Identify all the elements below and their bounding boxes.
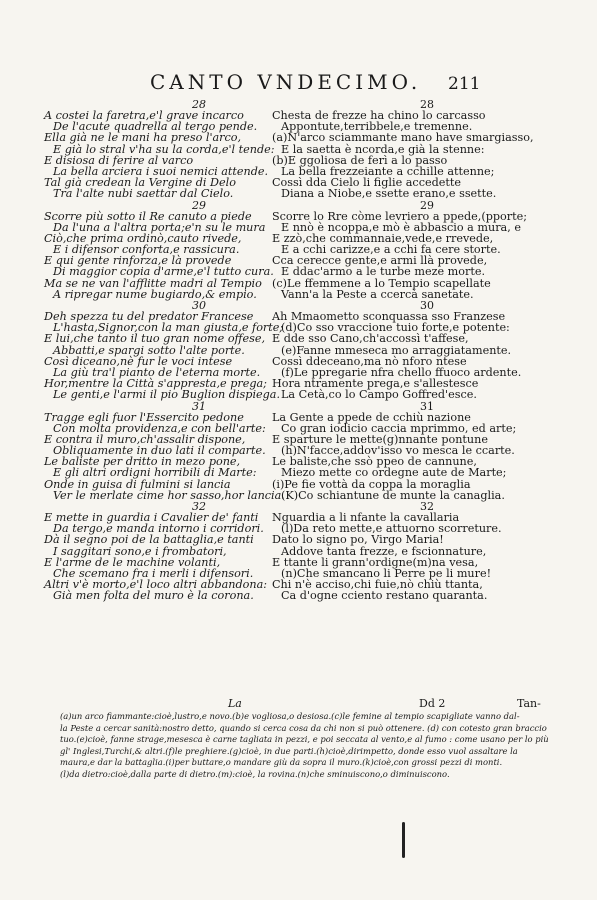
stanza-number: 29 bbox=[420, 198, 434, 212]
verse-line: Già men folta del muro è la corona. bbox=[53, 589, 254, 603]
verse-line: Obliquamente in duo lati il comparte. bbox=[53, 444, 266, 458]
verse-line: E sparture le mette(g)nnante pontune bbox=[272, 432, 488, 446]
stanza bbox=[44, 300, 284, 401]
verse-line: Appontute,terribbele,e tremenne. bbox=[281, 120, 473, 134]
verse-line: E lui,che tanto il tuo gran nome offese, bbox=[44, 332, 266, 346]
verse-line: Da tergo,e manda intorno i corridori. bbox=[53, 522, 264, 536]
stanza bbox=[272, 98, 534, 201]
verse-line: E l'arme de le machine volanti, bbox=[44, 555, 221, 569]
stanza bbox=[44, 200, 284, 301]
footnote-line: (l)da dietro:cioè,dalla parte di dietro.(m):cioè, la rovina.(n)che sminuiscono,o diminuiscono. bbox=[60, 768, 450, 779]
stanza bbox=[44, 401, 284, 502]
verse-line: L'hasta,Signor,con la man giusta,e forte; bbox=[53, 321, 284, 335]
verse-line: (c)Le ffemmene a lo Tempio scapellate bbox=[272, 276, 491, 290]
verse-line: (a)N'arco sciammante mano have smargiasso, bbox=[272, 131, 534, 145]
stanza-number: 31 bbox=[192, 399, 206, 413]
verse-line: Nguardia a li nfante la cavallaria bbox=[272, 511, 460, 524]
verse-line: E zzò,che commannaie,vede,e rrevede, bbox=[272, 231, 494, 245]
verse-line: (d)Co sso vraccione tuio forte,e potente: bbox=[281, 321, 510, 335]
verse-line: Addove tanta frezze, e fscionnature, bbox=[281, 544, 487, 558]
verse-line: Chi n'è acciso,chi fuie,nò chiù ttanta, bbox=[272, 578, 483, 592]
verse-line: La bella frezzeiante a cchille attenne; bbox=[281, 164, 495, 178]
verse-line: Hora ntramente prega,e s'allestesce bbox=[272, 377, 479, 391]
verse-line: Cossì dda Cielo li figlie accedette bbox=[272, 176, 461, 190]
verse-line: Così diceano,nè fur le voci intese bbox=[44, 354, 233, 368]
stanza-number: 28 bbox=[420, 98, 434, 111]
stanza bbox=[272, 299, 522, 402]
signature-mark: Dd 2 bbox=[419, 697, 446, 710]
stanza bbox=[272, 399, 517, 502]
canto-title: CANTO VNDECIMO. bbox=[150, 70, 422, 94]
verse-line: Scorre lo Rre còme levriero a ppede,(pporte; bbox=[272, 209, 528, 223]
verse-line: (b)E ggoliosa de ferì a lo passo bbox=[272, 153, 448, 167]
verse-line: Deh spezza tu del predator Francese bbox=[44, 310, 254, 323]
catchword-left: La bbox=[228, 697, 242, 710]
footnote-line: (a)un arco fiammante:cioè,lustro,e novo.(b)e vogliosa,o desiosa.(c)le femine al tempio scapigliate vanno dal- bbox=[60, 711, 520, 721]
italian-column bbox=[44, 99, 284, 602]
footnotes bbox=[60, 711, 549, 781]
verse-line: Con molta providenza,e con bell'arte: bbox=[53, 421, 266, 435]
verse-line: E qui gente rinforza,e là provede bbox=[44, 254, 232, 268]
stanza bbox=[272, 501, 512, 602]
verse-line: La bella arciera i suoi nemici attende. bbox=[53, 164, 269, 178]
page-number: 211 bbox=[448, 74, 481, 94]
verse-line: Onde in guisa di fulmini si lancia bbox=[44, 477, 231, 491]
verse-line: Dato lo signo po, Virgo Maria! bbox=[272, 533, 444, 547]
verse-line: E nnò è ncoppa,e mò è abbascio a mura, e bbox=[281, 220, 521, 234]
verse-line: Chesta de frezze ha chino lo carcasso bbox=[272, 109, 486, 122]
verse-line: Le genti,e l'armi il pio Buglion dispiega. bbox=[53, 388, 281, 402]
verse-line: I saggitari sono,e i frombatori, bbox=[53, 544, 227, 558]
verse-line: E ddac'armo a le turbe meze morte. bbox=[281, 265, 486, 279]
verse-line: Ca d'ogne cciento restano quaranta. bbox=[281, 589, 488, 603]
verse-line: Che scemano fra i merli i difensori. bbox=[53, 566, 254, 580]
verse-line: Tragge egli fuor l'Essercito pedone bbox=[44, 410, 244, 424]
verse-line: Tal già credean la Vergine di Delo bbox=[44, 176, 236, 190]
verse-line: A ripregar nume bugiardo,& empio. bbox=[53, 287, 257, 301]
verse-line: E a cchi carizze,e a cchi fa cere storte. bbox=[281, 243, 501, 257]
verse-line: (n)Che smancano li Perre pe li mure! bbox=[281, 566, 492, 580]
verse-line: De l'acute quadrella al tergo pende. bbox=[53, 120, 258, 134]
verse-line: Vann'a la Peste a ccercà sanetate. bbox=[281, 287, 474, 301]
verse-line: (K)Co schiantune de munte la canaglia. bbox=[281, 488, 505, 502]
verse-line: Scorre più sotto il Re canuto a piede bbox=[44, 209, 252, 223]
verse-line: (i)Pe fie vottà da coppa la moraglia bbox=[272, 477, 471, 491]
stanza-number: 28 bbox=[192, 98, 206, 111]
stanza-number: 30 bbox=[192, 299, 206, 312]
verse-line: E contra il muro,ch'assalir dispone, bbox=[44, 432, 246, 446]
verse-line: (h)N'facce,addov'isso vo mesca le ccarte. bbox=[281, 444, 515, 458]
verse-line: Diana a Niobe,e ssette erano,e ssette. bbox=[281, 187, 497, 201]
verse-line: Di maggior copia d'arme,e'l tutto cura. bbox=[53, 265, 274, 279]
stanza-number: 30 bbox=[420, 299, 434, 312]
verse-line: Ciò,che prima ordinò,cauto rivede, bbox=[44, 231, 242, 245]
footnote-line: gl' Inglesi,Turchi,& altri.(f)le preghiere.(g)cioè, in due parti.(h)cioè,dirimpetto, donde esso vuol assaltare la bbox=[60, 745, 518, 756]
verse-line: La giù tra'l pianto de l'eterna morte. bbox=[53, 365, 261, 379]
footnote-line: tuo.(e)cioè, fanne strage,mesesca è carne tagliata in pezzi, e poi seccata al vento,e al fumo : come usano per lo più bbox=[60, 734, 549, 745]
verse-line: Hor,mentre la Città s'appresta,e prega; bbox=[44, 377, 267, 391]
neapolitan-column bbox=[272, 98, 534, 603]
verse-line: A costei la faretra,e'l grave incarco bbox=[44, 109, 244, 122]
verse-line: E mette in guardia i Cavalier de' fanti bbox=[44, 511, 259, 524]
verse-line: E gli altri ordigni horribili di Marte: bbox=[53, 466, 257, 480]
verse-line: E ttante li grann'ordigne(m)na vesa, bbox=[272, 555, 479, 569]
verse-line: (l)Da reto mette,e attuorno scorreture. bbox=[281, 522, 502, 536]
verse-line: La Gente a ppede de cchiù nazione bbox=[272, 410, 471, 424]
verse-line: Altri v'è morto,e'l loco altri abbandona: bbox=[44, 578, 268, 592]
verse-line: Abbatti,e spargi sotto l'alte porte. bbox=[53, 343, 245, 357]
verse-line: E i difensor conforta,e rassicura. bbox=[53, 243, 240, 257]
stanza-number: 32 bbox=[192, 500, 206, 513]
verse-line: Da l'una a l'altra porta;e'n su le mura bbox=[53, 220, 266, 234]
verse-line: (f)Le ppregarie nfra chello ffuoco ardente. bbox=[281, 365, 522, 379]
stanza bbox=[44, 99, 284, 200]
verse-line: Co gran iodicio caccia mprimmo, ed arte; bbox=[281, 421, 517, 435]
verse-line: E già lo stral v'ha su la corda,e'l tende: bbox=[53, 142, 275, 156]
footnote-line: maura,e dar la battaglia.(i)per buttare,o mandare giù da sopra il muro.(k)cioè,con grossi pezzi di monti. bbox=[60, 757, 503, 768]
verse-line: La Cetà,co lo Campo Goffred'esce. bbox=[281, 388, 477, 402]
verse-line: Tra l'alte nubi saettar dal Cielo. bbox=[53, 187, 234, 201]
verse-line: Le baliste per dritto in mezo pone, bbox=[44, 455, 241, 469]
verse-line: Dà il segno poi de la battaglia,e tanti bbox=[44, 533, 254, 547]
verse-line: Ah Mmaometto sconquassa sso Franzese bbox=[272, 310, 506, 323]
stanza-number: 29 bbox=[192, 198, 206, 212]
stanza-number: 31 bbox=[420, 399, 434, 413]
verse-line: Ma se ne van l'afflitte madri al Tempio bbox=[44, 276, 262, 290]
verse-line: Ella già ne le mani ha preso l'arco, bbox=[44, 131, 242, 145]
stanza bbox=[44, 501, 284, 602]
verse-line: Cca cerecce gente,e armi llà provede, bbox=[272, 254, 488, 268]
verse-line: Le baliste,che ssò ppeo de cannune, bbox=[272, 455, 477, 469]
verse-line: Miezo mette co ordegne aute de Marte; bbox=[281, 466, 507, 480]
footnote-line: la Peste a cercar sanità:nostro detto, quando si cerca cosa da chi non si può ottenere. (d) con cotesto gran braccio bbox=[60, 722, 547, 733]
ink-mark bbox=[402, 822, 405, 858]
verse-line: Ver le merlate cime hor sasso,hor lancia. bbox=[53, 488, 285, 502]
verse-line: E dde sso Cano,ch'accossì t'affese, bbox=[272, 332, 469, 346]
catchword-right: Tan- bbox=[517, 697, 541, 710]
stanza bbox=[272, 198, 528, 301]
verse-line: (e)Fanne mmeseca mo arraggiatamente. bbox=[281, 343, 512, 357]
stanza-number: 32 bbox=[420, 500, 434, 513]
verse-line: E la saetta è ncorda,e già la stenne: bbox=[281, 142, 485, 156]
verse-line: Cossì ddeceano,ma nò nforo ntese bbox=[272, 354, 467, 368]
verse-line: E disiosa di ferire al varco bbox=[44, 153, 194, 167]
